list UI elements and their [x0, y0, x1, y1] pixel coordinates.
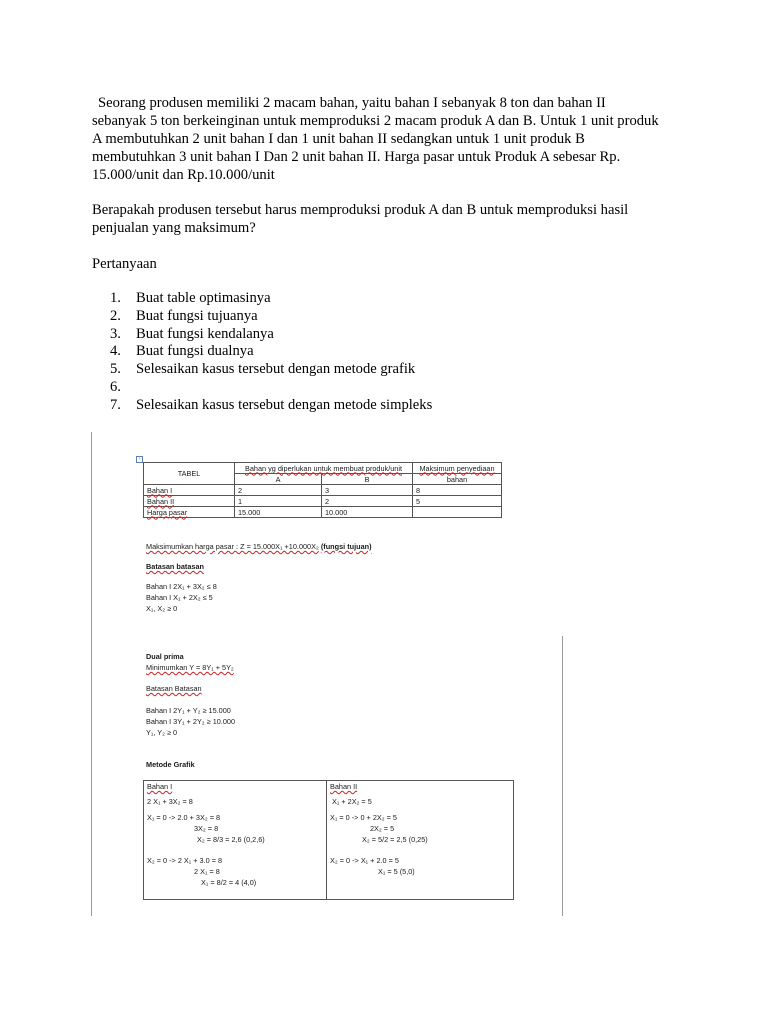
equation-line: X₂ = 0 -> X₁ + 2.0 = 5 — [330, 856, 399, 865]
problem-line: 15.000/unit dan Rp.10.000/unit — [92, 167, 275, 183]
table-header: B — [322, 474, 413, 485]
item-number: 1. — [110, 290, 121, 306]
list-item — [110, 397, 432, 415]
list-item — [110, 361, 432, 379]
table-row — [144, 507, 502, 518]
table-row — [144, 496, 502, 507]
dual-heading: Dual prima — [146, 652, 184, 661]
list-item — [110, 343, 432, 361]
table-header: Bahan yg diperlukan untuk membuat produk/unit — [235, 463, 413, 474]
equation-line: X₁ = 5 (5,0) — [378, 867, 415, 876]
section-heading: Pertanyaan — [92, 256, 157, 272]
column-divider — [326, 781, 327, 899]
constraint-line: Bahan I 2X₁ + 3X₂ ≤ 8 — [146, 582, 217, 591]
item-number: 5. — [110, 361, 121, 378]
table-cell: Harga pasar — [144, 507, 235, 518]
table-row — [144, 485, 502, 496]
constraint-line: X₁, X₂ ≥ 0 — [146, 604, 178, 613]
table-header: Maksimum penyediaan — [413, 463, 502, 474]
item-text: Selesaikan kasus tersebut dengan metode grafik — [136, 361, 416, 378]
table-header: bahan — [413, 474, 502, 485]
dual-constraint-line: Bahan I 2Y₁ + Y₂ ≥ 15.000 — [146, 706, 231, 715]
move-handle-icon[interactable]: + — [136, 456, 143, 463]
optimization-table — [143, 462, 502, 518]
table-cell: 10.000 — [322, 507, 413, 518]
equation-line: X₂ = 5/2 = 2,5 (0,25) — [362, 835, 428, 844]
problem-line: A membutuhkan 2 unit bahan I dan 1 unit bahan II sedangkan untuk 1 unit produk B — [92, 131, 585, 147]
problem-line: sebanyak 5 ton berkeinginan untuk memproduksi 2 macam produk A dan B. Untuk 1 unit produk — [92, 113, 659, 129]
task-list — [110, 290, 432, 415]
list-item — [110, 379, 432, 397]
item-text: Buat fungsi kendalanya — [136, 325, 274, 342]
image-border-left — [91, 432, 92, 916]
equation-line: 3X₂ = 8 — [194, 824, 219, 833]
equation-line: X₁ = 0 -> 2.0 + 3X₂ = 8 — [147, 813, 221, 822]
dual-constraint-line: Bahan I 3Y₁ + 2Y₂ ≥ 10.000 — [146, 717, 236, 726]
equation-line: X₁ + 2X₂ = 5 — [332, 797, 372, 806]
question-line: penjualan yang maksimum? — [92, 220, 256, 236]
objective-function: Maksimumkan harga pasar : Z = 15.000X₁ +10.000X₂ (fungsi tujuan) — [146, 542, 372, 551]
table-cell: 1 — [235, 496, 322, 507]
problem-statement — [92, 94, 692, 184]
table-cell: 5 — [413, 496, 502, 507]
dual-objective: Minimumkan Y = 8Y₁ + 5Y₂ — [146, 663, 234, 672]
table-cell: Bahan I — [144, 485, 235, 496]
table-header: A — [235, 474, 322, 485]
image-border-right — [562, 636, 563, 916]
item-number: 6. — [110, 378, 121, 395]
table-cell: 2 — [322, 496, 413, 507]
equation-line: 2X₂ = 5 — [370, 824, 395, 833]
dual-constraints-heading: Batasan Batasan — [146, 684, 202, 693]
equation-line: X₂ = 0 -> 2 X₁ + 3.0 = 8 — [147, 856, 223, 865]
item-number: 3. — [110, 325, 121, 342]
graph-heading: Metode Grafik — [146, 760, 195, 769]
column-title: Bahan I — [147, 782, 173, 791]
item-text: Buat fungsi tujuanya — [136, 307, 258, 324]
list-item — [110, 326, 432, 344]
item-text: Buat fungsi dualnya — [136, 343, 254, 360]
question-line: Berapakah produsen tersebut harus memproduksi produk A dan B untuk memproduksi hasil — [92, 202, 629, 218]
table-cell — [413, 507, 502, 518]
item-number: 2. — [110, 307, 121, 324]
problem-line: Seorang produsen memiliki 2 macam bahan, yaitu bahan I sebanyak 8 ton dan bahan II — [98, 95, 606, 111]
item-number: 4. — [110, 343, 121, 360]
dual-constraint-line: Y₁, Y₂ ≥ 0 — [146, 728, 178, 737]
table-cell: 3 — [322, 485, 413, 496]
item-number: 7. — [110, 396, 121, 413]
table-cell: 8 — [413, 485, 502, 496]
item-text: Buat table optimasinya — [136, 290, 271, 306]
equation-line: X₁ = 0 -> 0 + 2X₂ = 5 — [330, 813, 397, 822]
equation-line: X₂ = 8/3 = 2,6 (0,2,6) — [197, 835, 265, 844]
table-cell: 15.000 — [235, 507, 322, 518]
table-cell: 2 — [235, 485, 322, 496]
table-cell: Bahan II — [144, 496, 235, 507]
list-item — [110, 290, 432, 308]
equation-line: X₁ = 8/2 = 4 (4,0) — [201, 878, 257, 887]
column-title: Bahan II — [330, 782, 358, 791]
constraints-heading: Batasan batasan — [146, 562, 204, 571]
equation-line: 2 X₁ = 8 — [194, 867, 220, 876]
item-text: Selesaikan kasus tersebut dengan metode simpleks — [136, 396, 433, 413]
equation-line: 2 X₁ + 3X₂ = 8 — [147, 797, 193, 806]
problem-line: membutuhkan 3 unit bahan I Dan 2 unit bahan II. Harga pasar untuk Produk A sebesar Rp. — [92, 149, 621, 165]
question — [92, 201, 692, 237]
table-header: TABEL — [144, 463, 235, 485]
constraint-line: Bahan I X₁ + 2X₂ ≤ 5 — [146, 593, 213, 602]
list-item — [110, 308, 432, 326]
